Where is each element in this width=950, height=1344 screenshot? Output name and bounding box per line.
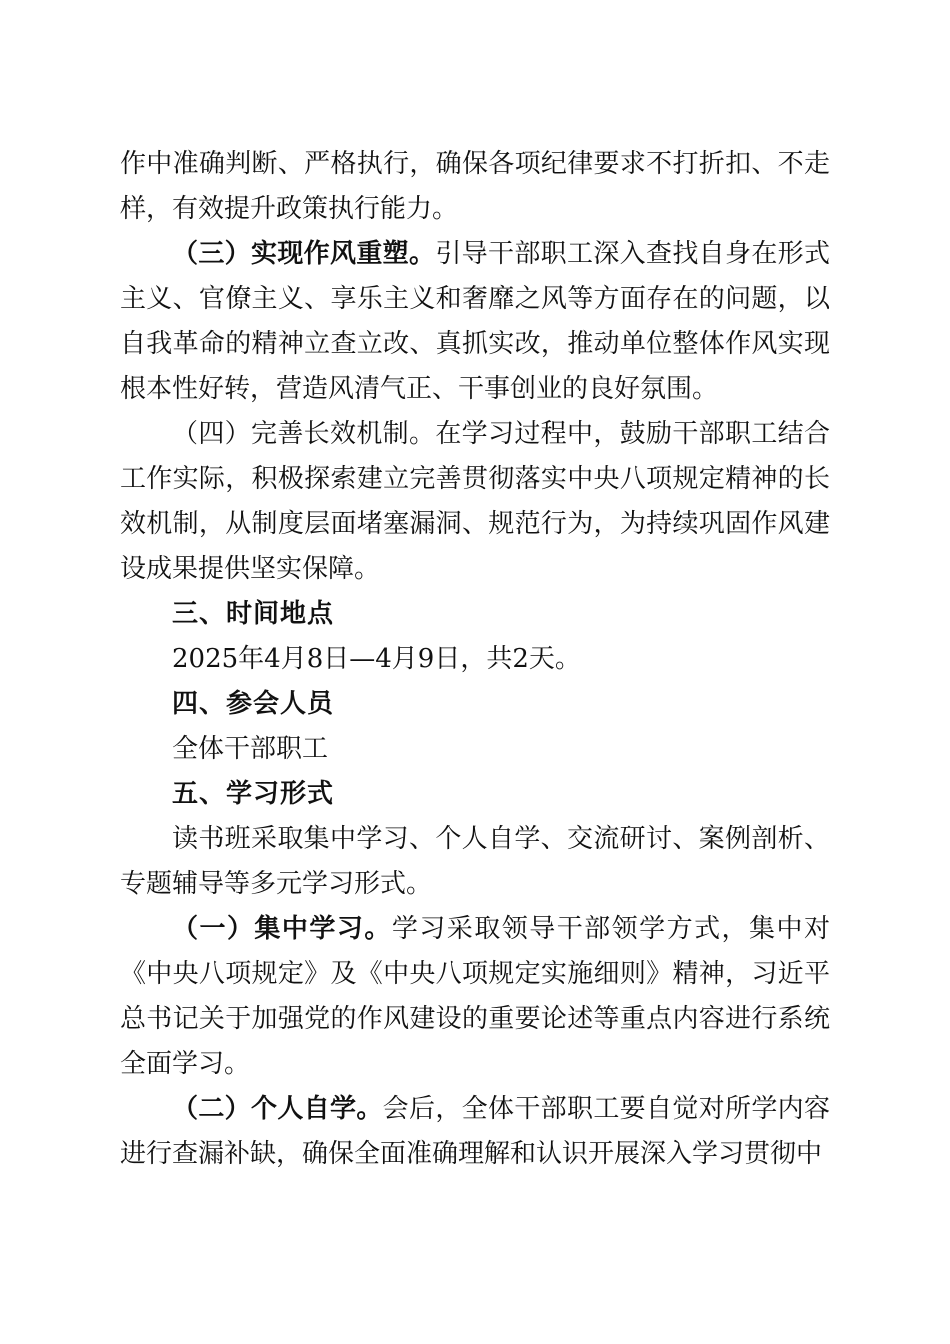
paragraph-text: 引导干部职工深入查找自身在形式主义、官僚主义、享乐主义和奢靡之风等方面存在的问题，以自我革命的精神立查立改、真抓实改，推动单位整体作风实现根本性好转，营造风清气正、干事创业的良好氛围。	[120, 239, 830, 404]
paragraph-dates	[120, 637, 830, 682]
heading-text: 三、时间地点	[172, 599, 335, 629]
section-heading-study-form	[120, 772, 830, 817]
heading-text: 五、学习形式	[172, 779, 335, 809]
section-heading-participants	[120, 682, 830, 727]
paragraph-style-reshaping	[120, 232, 830, 412]
heading-text: 四、参会人员	[172, 689, 335, 719]
paragraph-self-study	[120, 1087, 830, 1177]
paragraph-text: 全体干部职工	[172, 734, 329, 764]
paragraph-text: 读书班采取集中学习、个人自学、交流研讨、案例剖析、专题辅导等多元学习形式。	[120, 824, 830, 899]
paragraph-text: 作中准确判断、严格执行，确保各项纪律要求不打折扣、不走样，有效提升政策执行能力。	[120, 149, 830, 224]
paragraph-participants	[120, 727, 830, 772]
paragraph-text: （四）完善长效机制。在学习过程中，鼓励干部职工结合工作实际，积极探索建立完善贯彻落实中央八项规定精神的长效机制，从制度层面堵塞漏洞、规范行为，为持续巩固作风建设成果提供坚实保障。	[120, 419, 830, 584]
paragraph-policy-execution	[120, 142, 830, 232]
paragraph-study-forms	[120, 817, 830, 907]
paragraph-long-term-mechanism	[120, 412, 830, 592]
paragraph-text: 2025年4月8日—4月9日，共2天。	[172, 644, 581, 674]
paragraph-centralized-study	[120, 907, 830, 1087]
paragraph-text: 会后，全体干部职工要自觉对所学内容进行查漏补缺，确保全面准确理解和认识开展深入学习贯彻中	[120, 1094, 830, 1169]
document-body	[120, 142, 830, 1177]
paragraph-lead: （三）实现作风重塑。	[172, 239, 436, 269]
paragraph-text: 学习采取领导干部领学方式，集中对《中央八项规定》及《中央八项规定实施细则》精神，习近平总书记关于加强党的作风建设的重要论述等重点内容进行系统全面学习。	[120, 914, 830, 1079]
section-heading-time-place	[120, 592, 830, 637]
paragraph-lead: （一）集中学习。	[172, 914, 392, 944]
paragraph-lead: （二）个人自学。	[172, 1094, 383, 1124]
